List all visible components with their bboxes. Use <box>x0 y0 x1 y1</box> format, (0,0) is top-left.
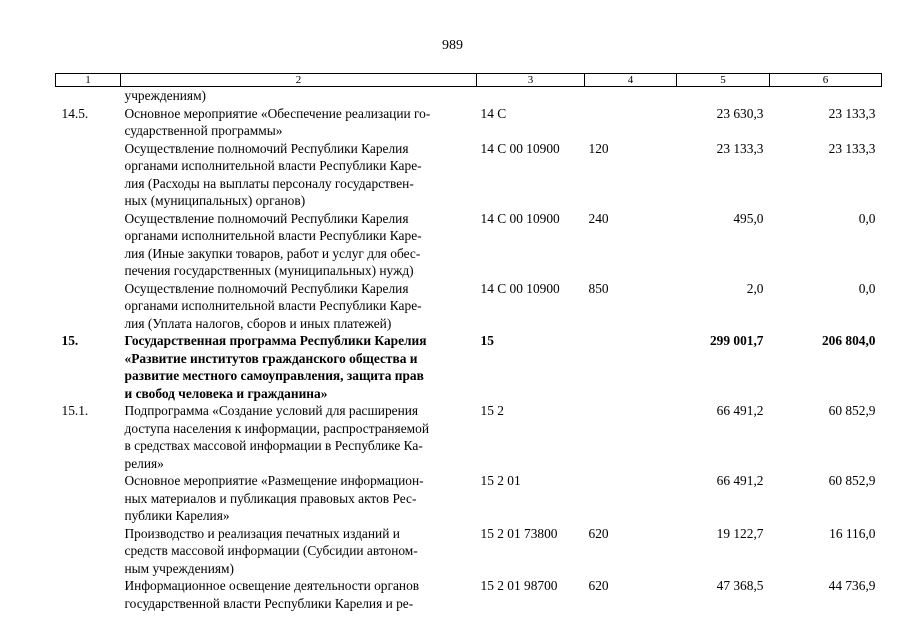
amount-year-2: 23 133,3 <box>828 105 876 121</box>
item-name <box>121 577 477 612</box>
expense-type-code <box>585 332 677 402</box>
item-name <box>121 140 477 210</box>
budget-code <box>477 87 585 105</box>
page-number: 989 <box>442 38 463 53</box>
table-row <box>56 525 882 578</box>
table-row <box>56 577 882 612</box>
item-name <box>121 332 477 402</box>
expense-type-code: 850 <box>588 280 609 296</box>
table-row <box>56 140 882 210</box>
table-row <box>56 332 882 402</box>
item-name-text: Государственная программа Республики Карелия «Развитие институтов гражданского общества и развитие местного самоуправления, защита прав и свобод человека и гражданина» <box>124 333 427 401</box>
expense-type-code: 620 <box>588 578 609 593</box>
item-name-text: Производство и реализация печатных изданий и средств массовой информации (Субсидии автоном- ным учреждениям) <box>124 525 418 576</box>
amount-year-1 <box>677 87 770 105</box>
item-number <box>56 472 121 525</box>
amount-year-2: 23 133,3 <box>828 140 876 156</box>
column-header: 5 <box>677 74 770 87</box>
budget-code: 15 2 <box>480 403 504 418</box>
item-name-text: Осуществление полномочий Республики Карелия органами исполнительной власти Республики Каре- лия (Расходы на выплаты персоналу государствен- ных (муниципальных) органов) <box>124 140 422 208</box>
column-header: 2 <box>121 74 477 87</box>
column-header: 3 <box>477 74 585 87</box>
column-header: 1 <box>56 74 121 87</box>
expense-type-code: 240 <box>588 210 609 226</box>
amount-year-1: 66 491,2 <box>716 403 764 418</box>
budget-code: 14 С <box>480 105 507 121</box>
amount-year-2: 0,0 <box>858 210 876 226</box>
amount-year-1: 2,0 <box>746 280 764 296</box>
amount-year-2: 16 116,0 <box>829 525 876 541</box>
item-number <box>56 87 121 105</box>
expense-type-code <box>585 87 677 105</box>
amount-year-1: 66 491,2 <box>716 473 764 488</box>
table-row <box>56 402 882 472</box>
amount-year-2: 206 804,0 <box>821 333 876 348</box>
expense-type-code: 120 <box>588 140 609 156</box>
column-header: 6 <box>770 74 882 87</box>
amount-year-2: 44 736,9 <box>828 578 876 593</box>
item-number <box>56 577 121 612</box>
amount-year-1: 47 368,5 <box>716 578 764 593</box>
item-number: 15. <box>61 333 79 348</box>
budget-code: 15 2 01 98700 <box>480 578 558 593</box>
item-name <box>121 525 477 578</box>
table-row <box>56 280 882 333</box>
budget-code: 15 2 01 73800 <box>480 525 558 541</box>
item-number: 15.1. <box>61 403 89 418</box>
item-name-text: Осуществление полномочий Республики Карелия органами исполнительной власти Республики Каре- лия (Уплата налогов, сборов и иных платежей) <box>124 280 422 331</box>
item-number: 14.5. <box>61 105 89 121</box>
column-header: 4 <box>585 74 677 87</box>
budget-code: 15 <box>480 333 494 348</box>
amount-year-1: 495,0 <box>733 210 764 226</box>
expense-type-code <box>585 105 677 140</box>
amount-year-2 <box>770 87 882 105</box>
item-name <box>121 87 477 105</box>
table-row <box>56 87 882 105</box>
item-number <box>56 210 121 280</box>
item-name-text: Подпрограмма «Создание условий для расширения доступа населения к информации, распространяемой в средствах массовой информации в Республике Ка- релия» <box>124 403 429 471</box>
amount-year-2: 60 852,9 <box>828 403 876 418</box>
amount-year-1: 23 133,3 <box>716 140 764 156</box>
amount-year-1: 23 630,3 <box>716 105 764 121</box>
item-name <box>121 280 477 333</box>
header-row <box>56 74 882 87</box>
amount-year-1: 299 001,7 <box>709 333 764 348</box>
item-name-text: Осуществление полномочий Республики Карелия органами исполнительной власти Республики Каре- лия (Иные закупки товаров, работ и услуг для обес- печения государственных (муниципальных) нужд) <box>124 210 422 278</box>
item-name <box>121 210 477 280</box>
item-number <box>56 280 121 333</box>
item-name <box>121 105 477 140</box>
budget-code: 14 С 00 10900 <box>480 280 560 296</box>
item-name-text: Информационное освещение деятельности органов государственной власти Республики Карелия и ре- <box>124 578 420 611</box>
budget-code: 15 2 01 <box>480 473 521 488</box>
table-row <box>56 472 882 525</box>
budget-code: 14 С 00 10900 <box>480 210 560 226</box>
budget-table <box>55 73 882 612</box>
expense-type-code <box>585 402 677 472</box>
item-name <box>121 402 477 472</box>
item-number <box>56 525 121 578</box>
item-name-text: Основное мероприятие «Обеспечение реализации го- сударственной программы» <box>124 105 431 138</box>
amount-year-1: 19 122,7 <box>716 525 764 541</box>
amount-year-2: 60 852,9 <box>828 473 876 488</box>
expense-type-code <box>585 472 677 525</box>
table-row <box>56 105 882 140</box>
expense-type-code: 620 <box>588 525 609 541</box>
item-name-text: Основное мероприятие «Размещение информацион- ных материалов и публикация правовых актов Рес- публики Карелия» <box>124 473 424 523</box>
item-name-text: учреждениям) <box>124 88 207 103</box>
item-number <box>56 140 121 210</box>
table-row <box>56 210 882 280</box>
amount-year-2: 0,0 <box>858 280 876 296</box>
item-name <box>121 472 477 525</box>
budget-code: 14 С 00 10900 <box>480 140 560 156</box>
